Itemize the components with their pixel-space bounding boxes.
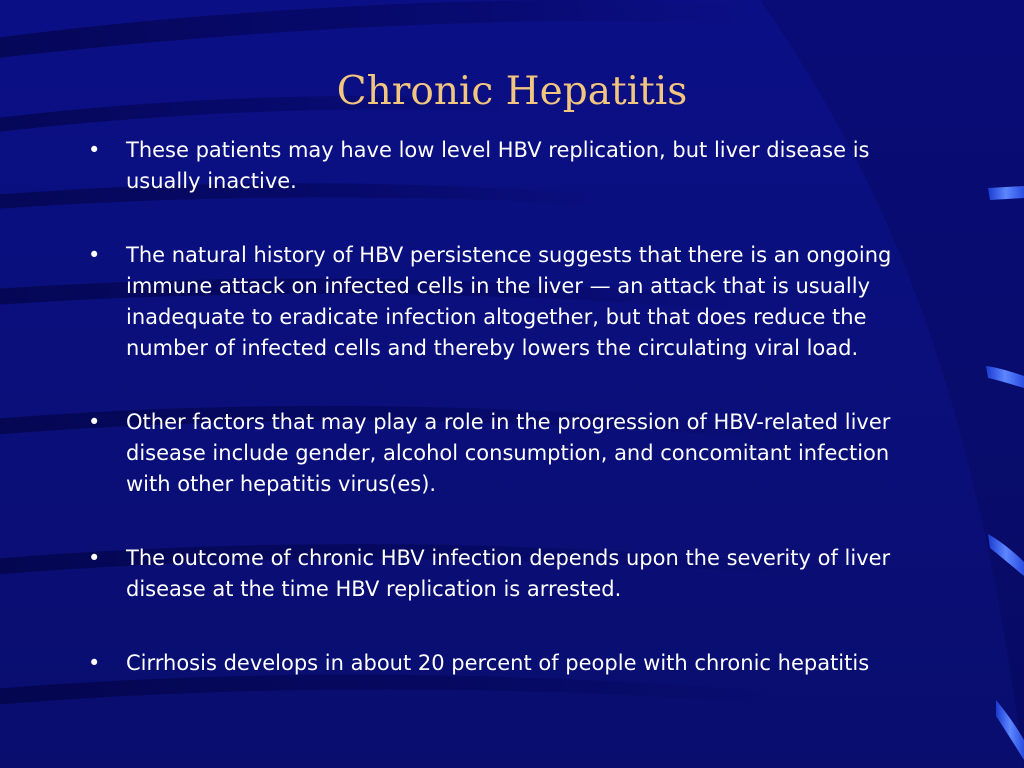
bullet-text: These patients may have low level HBV replication, but liver disease is usually inactive. bbox=[126, 138, 870, 193]
slide-title: Chronic Hepatitis bbox=[336, 69, 688, 114]
bullet-list bbox=[86, 135, 936, 679]
bullet-text: The natural history of HBV persistence suggests that there is an ongoing immune attack on infected cells in the liver — an attack that is usually inadequate to eradicate infection altogether, but that does reduce the number of infected cells and thereby lowers the circulating viral load. bbox=[126, 243, 892, 360]
swoosh-band-7 bbox=[0, 675, 800, 706]
bullet-item bbox=[86, 648, 936, 679]
swoosh-band-1 bbox=[0, 0, 760, 60]
bullet-dot-icon: • bbox=[88, 138, 101, 162]
bullet-dot-icon: • bbox=[88, 546, 101, 570]
accent-stripe-1 bbox=[988, 186, 1024, 200]
bullet-text: Cirrhosis develops in about 20 percent of people with chronic hepatitis bbox=[126, 651, 870, 675]
bullet-text: Other factors that may play a role in the progression of HBV-related liver disease include gender, alcohol consumption, and concomitant infection with other hepatitis virus(es). bbox=[126, 410, 891, 496]
bullet-item bbox=[86, 407, 936, 500]
bullet-item bbox=[86, 543, 936, 605]
bullet-item bbox=[86, 240, 936, 364]
bullet-text: The outcome of chronic HBV infection depends upon the severity of liver disease at the time HBV replication is arrested. bbox=[126, 546, 891, 601]
bullet-item bbox=[86, 135, 936, 197]
bullet-dot-icon: • bbox=[88, 651, 101, 675]
bullet-dot-icon: • bbox=[88, 243, 101, 267]
bullet-dot-icon: • bbox=[88, 410, 101, 434]
